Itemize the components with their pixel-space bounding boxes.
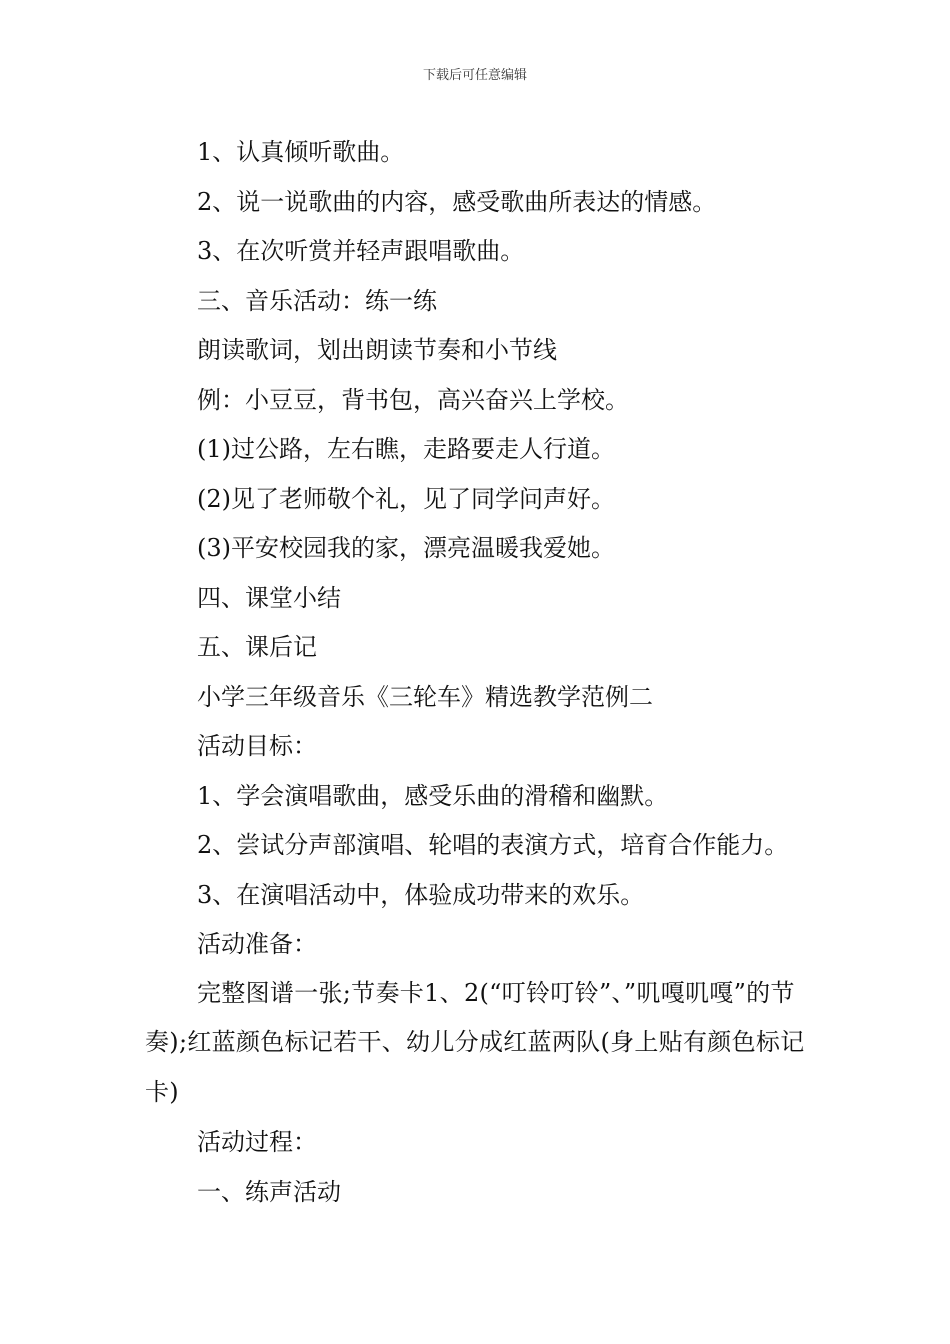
text-line: 朗读歌词，划出朗读节奏和小节线 (197, 336, 557, 364)
document-body (145, 132, 825, 1221)
section-heading: 三、音乐活动：练一练 (197, 286, 437, 315)
section-heading: 活动准备： (197, 930, 317, 958)
section-heading: 活动目标： (197, 732, 317, 760)
page-header: 下载后可任意编辑 (422, 68, 527, 83)
section-heading: 四、课堂小结 (197, 583, 341, 612)
section-heading: 一、练声活动 (197, 1177, 341, 1206)
section-heading: 活动过程： (197, 1128, 317, 1156)
text-line: (3)平安校园我的家，漂亮温暖我爱她。 (197, 534, 615, 562)
text-line: 1、认真倾听歌曲。 (197, 138, 405, 166)
text-line: 3、在次听赏并轻声跟唱歌曲。 (197, 237, 525, 265)
paragraph-materials: 完整图谱一张;节奏卡1、2(“叮铃叮铃”、”叽嘎叽嘎”的节奏);红蓝颜色标记若干、幼儿分成红蓝两队(身上贴有颜色标记卡) (145, 978, 805, 1106)
section-heading: 五、课后记 (197, 633, 317, 661)
text-line: 2、说一说歌曲的内容，感受歌曲所表达的情感。 (197, 187, 717, 216)
text-line: (2)见了老师敬个礼，见了同学问声好。 (197, 484, 615, 513)
text-line: 1、学会演唱歌曲，感受乐曲的滑稽和幽默。 (197, 781, 669, 810)
text-line: 2、尝试分声部演唱、轮唱的表演方式，培育合作能力。 (197, 831, 789, 859)
text-line: (1)过公路，左右瞧，走路要走人行道。 (197, 435, 615, 463)
text-line: 例：小豆豆，背书包，高兴奋兴上学校。 (197, 385, 629, 414)
text-line: 3、在演唱活动中，体验成功带来的欢乐。 (197, 880, 645, 909)
document-title: 小学三年级音乐《三轮车》精选教学范例二 (197, 682, 653, 711)
